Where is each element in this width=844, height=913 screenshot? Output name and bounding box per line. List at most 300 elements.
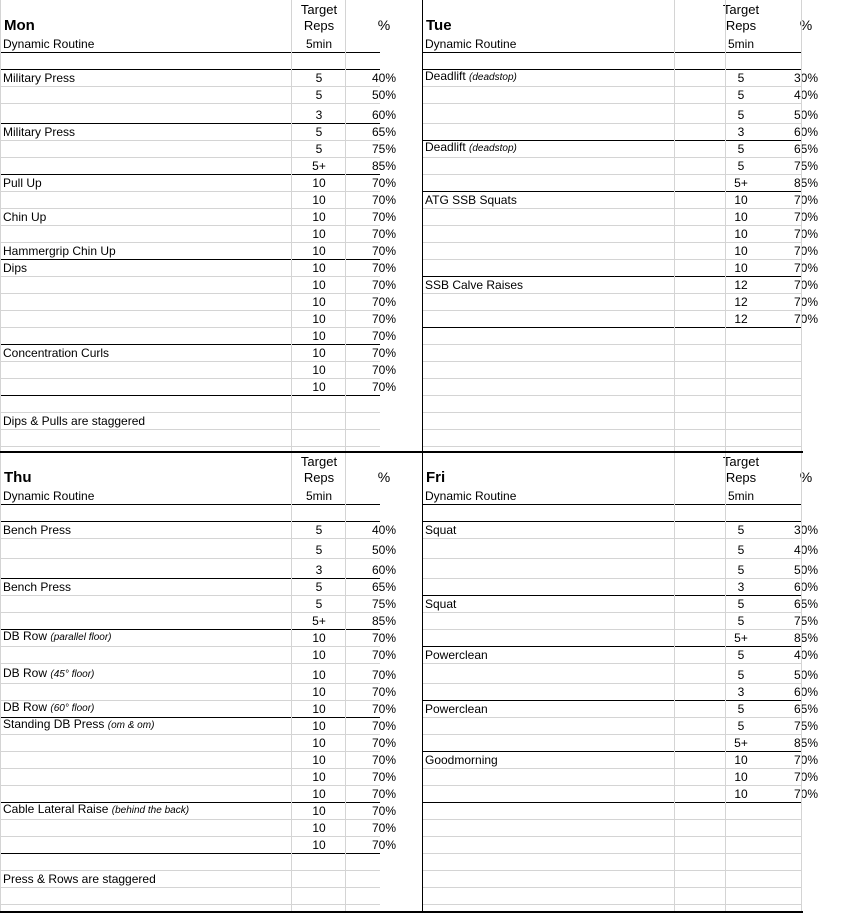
exercise-name: ATG SSB Squats — [425, 193, 517, 207]
percent-header: % — [377, 469, 391, 485]
exercise-note: (45° floor) — [50, 669, 95, 680]
exercise-name-cell — [3, 802, 189, 818]
reps-cell: 10 — [734, 770, 748, 784]
percent-cell: 50% — [793, 108, 818, 122]
table-row — [422, 243, 818, 260]
percent-cell: 60% — [793, 685, 818, 699]
percent-cell: 70% — [793, 787, 818, 801]
percent-cell: 70% — [793, 244, 818, 258]
exercise-name: Concentration Curls — [3, 346, 110, 360]
table-row — [422, 175, 818, 192]
exercise-name: Dynamic Routine — [425, 489, 517, 503]
percent-cell: 40% — [793, 648, 818, 662]
percent-cell: 85% — [371, 614, 396, 628]
table-row — [0, 243, 396, 260]
exercise-name-cell — [3, 489, 94, 503]
reps-cell: 5 — [737, 597, 745, 611]
reps-cell: 5min — [305, 37, 332, 51]
percent-cell: 65% — [793, 142, 818, 156]
exercise-name: Squat — [425, 523, 457, 537]
grid-line — [291, 0, 292, 913]
grid-line — [422, 0, 423, 913]
reps-cell: 5+ — [312, 159, 326, 173]
reps-cell: 10 — [312, 210, 326, 224]
table-row — [422, 837, 802, 854]
reps-cell: 5 — [737, 614, 745, 628]
reps-cell: 10 — [312, 295, 326, 309]
exercise-name-cell — [3, 523, 71, 537]
grid-line — [801, 0, 802, 913]
table-row — [0, 559, 396, 579]
table-row — [0, 226, 396, 243]
table-row — [422, 718, 818, 735]
reps-cell: 5 — [737, 719, 745, 733]
exercise-name: Cable Lateral Raise — [3, 802, 109, 816]
reps-cell: 12 — [734, 295, 748, 309]
percent-cell: 70% — [793, 193, 818, 207]
table-row — [0, 430, 380, 447]
table-row — [0, 104, 396, 124]
reps-cell: 12 — [734, 278, 748, 292]
exercise-name: Deadlift — [425, 69, 466, 83]
exercise-name-cell — [3, 700, 94, 716]
exercise-note: (parallel floor) — [50, 632, 112, 643]
day-title: Thu — [4, 469, 32, 486]
percent-cell: 85% — [793, 631, 818, 645]
reps-cell: 5 — [315, 543, 323, 557]
exercise-name: Dips — [3, 261, 28, 275]
table-row — [422, 69, 818, 87]
exercise-note: (deadstop) — [469, 143, 517, 154]
reps-cell: 5 — [737, 543, 745, 557]
table-row — [422, 294, 818, 311]
table-row — [0, 717, 396, 735]
table-row — [0, 362, 396, 379]
table-row — [0, 53, 380, 70]
reps-cell: 10 — [312, 193, 326, 207]
percent-cell: 70% — [371, 380, 396, 394]
table-row — [0, 70, 396, 87]
reps-cell: 10 — [734, 210, 748, 224]
exercise-name: DB Row — [3, 629, 48, 643]
percent-cell: 70% — [371, 227, 396, 241]
table-row — [422, 630, 818, 647]
section-divider — [0, 451, 803, 453]
table-row — [422, 803, 802, 820]
reps-cell: 5 — [737, 702, 745, 716]
reps-cell: 10 — [312, 227, 326, 241]
exercise-name-cell — [425, 648, 488, 662]
percent-cell: 70% — [371, 210, 396, 224]
table-row — [0, 539, 396, 559]
exercise-name: Standing DB Press — [3, 717, 105, 731]
table-row — [422, 664, 818, 684]
percent-cell: 70% — [371, 244, 396, 258]
table-row — [422, 579, 818, 596]
exercise-name-cell — [425, 37, 516, 51]
target-reps-header: Target Reps — [722, 2, 760, 33]
table-row — [0, 786, 396, 803]
day-block-tue — [422, 0, 818, 456]
table-row — [0, 396, 380, 413]
percent-cell: 70% — [793, 770, 818, 784]
day-header — [0, 452, 391, 488]
exercise-name: SSB Calve Raises — [425, 278, 524, 292]
grid-line — [345, 0, 346, 913]
exercise-name-cell — [3, 580, 71, 594]
exercise-rows — [0, 36, 396, 447]
table-row — [422, 430, 802, 447]
day-header — [0, 0, 391, 36]
percent-cell: 40% — [793, 543, 818, 557]
exercise-name-cell — [3, 414, 145, 428]
table-row — [422, 786, 818, 803]
percent-cell: 40% — [793, 88, 818, 102]
table-row — [0, 647, 396, 664]
table-row — [0, 260, 396, 277]
exercise-name: Dynamic Routine — [425, 37, 517, 51]
table-row — [422, 209, 818, 226]
table-row — [422, 140, 818, 158]
table-row — [422, 104, 818, 124]
table-row — [0, 175, 396, 192]
exercise-name-cell — [3, 666, 94, 682]
exercise-name: Bench Press — [3, 523, 72, 537]
reps-cell: 5 — [737, 648, 745, 662]
exercise-name-cell — [425, 702, 488, 716]
percent-cell: 70% — [371, 702, 396, 716]
table-row — [422, 362, 802, 379]
exercise-name-cell — [3, 629, 112, 645]
table-row — [422, 260, 818, 277]
exercise-name: Goodmorning — [425, 753, 498, 767]
table-row — [422, 345, 802, 362]
percent-cell: 75% — [371, 597, 396, 611]
percent-cell: 85% — [371, 159, 396, 173]
table-row — [422, 820, 802, 837]
table-row — [0, 141, 396, 158]
reps-cell: 3 — [737, 125, 745, 139]
reps-cell: 5 — [737, 523, 745, 537]
reps-cell: 5+ — [734, 736, 748, 750]
exercise-name: Military Press — [3, 71, 76, 85]
exercise-name-cell — [3, 244, 116, 258]
percent-cell: 70% — [371, 821, 396, 835]
reps-cell: 10 — [312, 838, 326, 852]
exercise-name: Powerclean — [425, 648, 488, 662]
table-row — [422, 36, 802, 53]
day-block-fri — [422, 452, 818, 908]
percent-cell: 70% — [371, 363, 396, 377]
table-row — [0, 700, 396, 718]
percent-cell: 70% — [793, 261, 818, 275]
reps-cell: 5 — [737, 563, 745, 577]
table-row — [0, 871, 380, 888]
percent-cell: 70% — [793, 295, 818, 309]
percent-cell: 50% — [371, 88, 396, 102]
reps-cell: 5 — [737, 108, 745, 122]
percent-cell: 50% — [371, 543, 396, 557]
exercise-name: Dynamic Routine — [3, 37, 95, 51]
exercise-name: Bench Press — [3, 580, 72, 594]
percent-cell: 70% — [793, 753, 818, 767]
reps-cell: 5min — [727, 37, 754, 51]
reps-cell: 12 — [734, 312, 748, 326]
table-row — [422, 735, 818, 752]
reps-cell: 10 — [312, 736, 326, 750]
reps-cell: 10 — [312, 719, 326, 733]
percent-cell: 65% — [793, 702, 818, 716]
table-row — [422, 87, 818, 104]
table-row — [422, 539, 818, 559]
percent-cell: 70% — [371, 753, 396, 767]
reps-cell: 10 — [312, 631, 326, 645]
table-row — [0, 379, 396, 396]
percent-cell: 60% — [793, 580, 818, 594]
percent-cell: 75% — [793, 159, 818, 173]
reps-cell: 10 — [312, 702, 326, 716]
table-row — [0, 837, 396, 854]
table-row — [0, 579, 396, 596]
table-row — [0, 664, 396, 684]
percent-cell: 65% — [371, 580, 396, 594]
percent-cell: 70% — [793, 278, 818, 292]
percent-cell: 70% — [371, 346, 396, 360]
table-row — [0, 735, 396, 752]
reps-cell: 10 — [312, 753, 326, 767]
exercise-name: Chin Up — [3, 210, 47, 224]
percent-cell: 60% — [793, 125, 818, 139]
table-row — [0, 802, 396, 820]
exercise-name-cell — [3, 717, 154, 733]
table-row — [422, 192, 818, 209]
percent-cell: 60% — [371, 108, 396, 122]
exercise-name-cell — [425, 140, 517, 156]
reps-cell: 10 — [312, 648, 326, 662]
target-reps-header: Target Reps — [722, 454, 760, 485]
exercise-rows — [422, 36, 818, 447]
reps-cell: 3 — [315, 563, 323, 577]
exercise-name: Dips & Pulls are staggered — [3, 414, 146, 428]
target-reps-header: Target Reps — [300, 2, 338, 33]
day-title: Tue — [426, 17, 452, 34]
exercise-name-cell — [3, 37, 94, 51]
exercise-name-cell — [425, 69, 517, 85]
reps-cell: 10 — [312, 244, 326, 258]
table-row — [422, 488, 802, 505]
reps-cell: 5min — [305, 489, 332, 503]
exercise-name: Press & Rows are staggered — [3, 872, 156, 886]
percent-cell: 70% — [793, 227, 818, 241]
table-row — [422, 613, 818, 630]
exercise-name: Squat — [425, 597, 457, 611]
percent-header: % — [799, 469, 813, 485]
table-row — [422, 647, 818, 664]
exercise-name: Military Press — [3, 125, 76, 139]
reps-cell: 5 — [315, 142, 323, 156]
table-row — [422, 53, 802, 70]
exercise-name-cell — [425, 523, 456, 537]
exercise-name: Deadlift — [425, 140, 466, 154]
reps-cell: 10 — [312, 329, 326, 343]
table-row — [0, 209, 396, 226]
exercise-name-cell — [425, 597, 456, 611]
percent-cell: 70% — [371, 787, 396, 801]
day-block-mon — [0, 0, 396, 456]
table-row — [0, 629, 396, 647]
table-row — [422, 328, 802, 345]
exercise-name-cell — [3, 125, 75, 139]
table-row — [0, 87, 396, 104]
percent-cell: 30% — [793, 523, 818, 537]
reps-cell: 5 — [737, 142, 745, 156]
reps-cell: 10 — [312, 380, 326, 394]
reps-cell: 10 — [312, 804, 326, 818]
reps-cell: 10 — [312, 668, 326, 682]
table-row — [422, 684, 818, 701]
exercise-name-cell — [3, 872, 156, 886]
table-row — [422, 596, 818, 613]
percent-cell: 30% — [793, 71, 818, 85]
reps-cell: 5+ — [312, 614, 326, 628]
table-row — [422, 888, 802, 905]
reps-cell: 10 — [734, 787, 748, 801]
reps-cell: 10 — [734, 261, 748, 275]
reps-cell: 5 — [315, 580, 323, 594]
table-row — [422, 769, 818, 786]
reps-cell: 10 — [312, 261, 326, 275]
reps-cell: 10 — [312, 363, 326, 377]
percent-cell: 70% — [371, 736, 396, 750]
reps-cell: 5 — [737, 88, 745, 102]
percent-cell: 70% — [371, 770, 396, 784]
percent-cell: 70% — [371, 668, 396, 682]
percent-cell: 70% — [371, 648, 396, 662]
reps-cell: 10 — [734, 227, 748, 241]
reps-cell: 10 — [312, 346, 326, 360]
percent-cell: 85% — [793, 176, 818, 190]
percent-cell: 70% — [793, 210, 818, 224]
table-row — [0, 854, 380, 871]
percent-cell: 75% — [793, 614, 818, 628]
table-row — [0, 596, 396, 613]
table-row — [0, 328, 396, 345]
reps-cell: 10 — [312, 685, 326, 699]
reps-cell: 3 — [737, 580, 745, 594]
exercise-name: Hammergrip Chin Up — [3, 244, 116, 258]
percent-cell: 70% — [371, 804, 396, 818]
exercise-name: DB Row — [3, 700, 48, 714]
day-block-thu — [0, 452, 396, 908]
exercise-name: DB Row — [3, 666, 48, 680]
table-row — [422, 379, 802, 396]
table-row — [0, 294, 396, 311]
percent-cell: 60% — [371, 563, 396, 577]
table-row — [0, 522, 396, 539]
percent-cell: 75% — [793, 719, 818, 733]
table-row — [0, 345, 396, 362]
reps-cell: 5+ — [734, 176, 748, 190]
table-row — [422, 522, 818, 539]
reps-cell: 5 — [737, 668, 745, 682]
percent-cell: 40% — [371, 523, 396, 537]
reps-cell: 10 — [312, 312, 326, 326]
percent-cell: 50% — [793, 668, 818, 682]
reps-cell: 5 — [737, 71, 745, 85]
exercise-rows — [422, 488, 818, 905]
reps-cell: 10 — [312, 176, 326, 190]
percent-cell: 70% — [371, 329, 396, 343]
exercise-name: Dynamic Routine — [3, 489, 95, 503]
table-row — [422, 396, 802, 413]
table-row — [0, 192, 396, 209]
table-row — [422, 226, 818, 243]
table-row — [0, 36, 380, 53]
reps-cell: 5 — [315, 523, 323, 537]
exercise-note: (om & om) — [107, 720, 155, 731]
percent-cell: 70% — [371, 312, 396, 326]
table-row — [422, 871, 802, 888]
reps-cell: 5 — [315, 71, 323, 85]
percent-cell: 50% — [793, 563, 818, 577]
exercise-name: Pull Up — [3, 176, 42, 190]
table-row — [422, 311, 818, 328]
reps-cell: 10 — [734, 193, 748, 207]
reps-cell: 10 — [734, 244, 748, 258]
table-row — [422, 701, 818, 718]
reps-cell: 5 — [315, 88, 323, 102]
reps-cell: 5 — [315, 125, 323, 139]
table-row — [0, 488, 380, 505]
table-row — [0, 820, 396, 837]
reps-cell: 10 — [734, 753, 748, 767]
reps-cell: 10 — [312, 770, 326, 784]
percent-cell: 70% — [371, 278, 396, 292]
percent-cell: 70% — [793, 312, 818, 326]
day-title: Mon — [4, 17, 35, 34]
exercise-name-cell — [3, 346, 109, 360]
reps-cell: 3 — [315, 108, 323, 122]
percent-cell: 70% — [371, 261, 396, 275]
table-row — [0, 505, 380, 522]
percent-cell: 70% — [371, 193, 396, 207]
percent-cell: 70% — [371, 719, 396, 733]
table-row — [0, 752, 396, 769]
table-row — [0, 413, 380, 430]
table-row — [0, 277, 396, 294]
table-row — [0, 888, 380, 905]
exercise-name: Powerclean — [425, 702, 488, 716]
reps-cell: 5+ — [734, 631, 748, 645]
exercise-note: (deadstop) — [469, 72, 517, 83]
exercise-note: (60° floor) — [50, 703, 95, 714]
exercise-name-cell — [3, 71, 75, 85]
reps-cell: 10 — [312, 787, 326, 801]
table-row — [0, 124, 396, 141]
reps-cell: 10 — [312, 821, 326, 835]
table-row — [422, 277, 818, 294]
percent-cell: 65% — [793, 597, 818, 611]
reps-cell: 10 — [312, 278, 326, 292]
percent-cell: 70% — [371, 685, 396, 699]
percent-cell: 85% — [793, 736, 818, 750]
reps-cell: 5 — [315, 597, 323, 611]
day-header — [422, 452, 813, 488]
table-row — [422, 124, 818, 141]
percent-cell: 75% — [371, 142, 396, 156]
exercise-name-cell — [3, 261, 27, 275]
grid-line — [0, 0, 1, 913]
